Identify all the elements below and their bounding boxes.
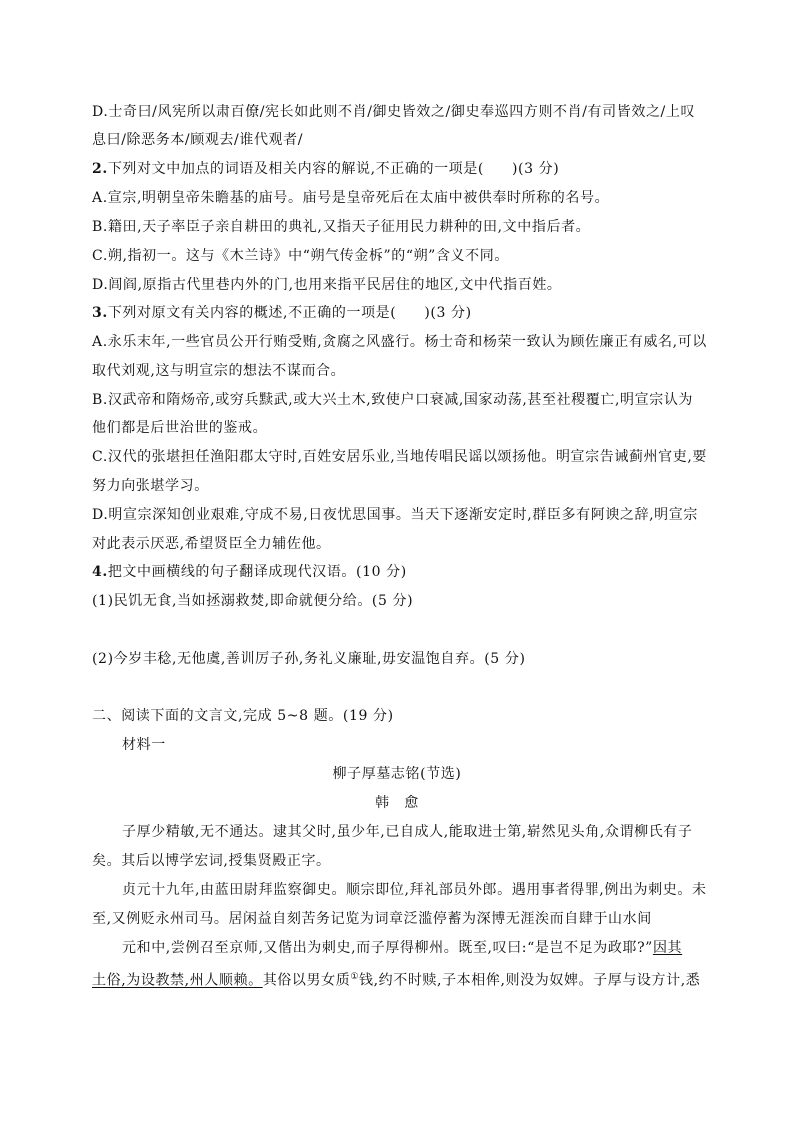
q4-number: 4.: [92, 564, 108, 580]
p2-line2: [92, 911, 652, 927]
q2-option-b: B.籍田,天子率臣子亲自耕田的典礼,又指天子征用民力耕种的田,文中指后者。: [92, 219, 591, 235]
q2-stem: [92, 161, 559, 177]
q3-option-c-line2: 努力向张堪学习。: [92, 478, 209, 494]
q3-option-a-line2: 取代刘观,这与明宣宗的想法不谋而合。: [92, 363, 346, 379]
q3-score: )(3 分): [424, 305, 472, 321]
p1-line1: 子厚少精敏,无不通达。逮其父时,虽少年,已自成人,能取进士第,崭然见头角,众谓柳氏有子: [122, 824, 693, 840]
q2-stem-text: 下列对文中加点的词语及相关内容的解说,不正确的一项是(: [107, 161, 484, 177]
p3-line2: [92, 969, 700, 989]
q2-number: 2.: [92, 161, 108, 177]
q3-number: 3.: [92, 305, 108, 321]
passage-title: 柳子厚墓志铭(节选): [332, 766, 462, 782]
p3-line1: [122, 940, 682, 956]
q3-option-d-line1: D.明宣宗深知创业艰难,守成不易,日夜忧思国事。当天下逐渐安定时,群臣多有阿谀之辞,明宣宗: [92, 507, 698, 523]
q4-sentence-2: (2)今岁丰稔,无他虞,善训厉子孙,务礼义廉耻,毋安温饱自弃。(5 分): [92, 651, 526, 667]
q4-stem: [92, 564, 407, 580]
q3-stem-text: 下列对原文有关内容的概述,不正确的一项是(: [107, 305, 397, 321]
q3-option-d-line2: 对此表示厌恶,希望贤臣全力辅佐他。: [92, 536, 331, 552]
passage-author: 韩 愈: [375, 795, 419, 811]
q2-score: )(3 分): [511, 161, 560, 177]
q1-option-d-line1: D.士奇曰/风宪所以肃百僚/宪长如此则不肖/御史皆效之/御史奉巡四方则不肖/有司皆效之/上叹: [92, 104, 696, 120]
p2-line2-text: 至,又例贬永州司马。居闲益自刻苦务记览为词章泛滥停蓄为深博无涯涘而自肆于山水间: [92, 911, 652, 927]
p3-line1-text: 元和中,尝例召至京师,又偕出为刺史,而子厚得柳州。既至,叹曰:“是岂不足为政耶?”: [122, 940, 653, 956]
p1-line2: 矣。其后以博学宏词,授集贤殿正字。: [92, 853, 331, 869]
underlined-sentence: 因其: [652, 940, 683, 956]
q3-option-b-line1: B.汉武帝和隋炀帝,或穷兵黩武,或大兴土木,致使户口衰减,国家动荡,甚至社稷覆亡,明宣宗认为: [92, 392, 694, 408]
q3-option-a-line1: A.永乐末年,一些官员公开行贿受贿,贪腐之风盛行。杨士奇和杨荣一致认为顾佐廉正有威名,可以: [92, 334, 707, 350]
underlined-sentence: 土俗,为设教禁,州人顺赖。: [92, 972, 263, 989]
material-label: 材料一: [122, 737, 166, 753]
q2-option-c: C.朔,指初一。这与《木兰诗》中“朔气传金柝”的“朔”含义不同。: [92, 248, 509, 264]
p2-line1: 贞元十九年,由蓝田尉拜监察御史。顺宗即位,拜礼部员外郎。遇用事者得罪,例出为刺史。未: [122, 882, 707, 898]
q1-option-d-line2: 息曰/除恶务本/顾观去/谁代观者/: [92, 132, 304, 148]
p3-line2-text: 其俗以男女质: [262, 972, 351, 989]
q4-stem-text: 把文中画横线的句子翻译成现代汉语。(10 分): [107, 564, 407, 580]
q3-option-c-line1: C.汉代的张堪担任渔阳郡太守时,百姓安居乐业,当地传唱民谣以颂扬他。明宣宗告诫蓟州官吏,要: [92, 449, 708, 465]
section2-heading: 二、阅读下面的文言文,完成 5~8 题。(19 分): [92, 708, 394, 724]
q3-stem: [92, 305, 472, 321]
q4-sentence-1: (1)民饥无食,当如拯溺救焚,即命就便分给。(5 分): [92, 593, 414, 609]
q2-option-a: A.宣宗,明朝皇帝朱瞻基的庙号。庙号是皇帝死后在太庙中被供奉时所称的名号。: [92, 190, 610, 206]
footnote-marker: ①: [350, 972, 359, 982]
p3-line2-tail: 钱,约不时赎,子本相侔,则没为奴婢。子厚与设方计,悉: [358, 972, 701, 989]
q2-option-d: D.闾阎,原指古代里巷内外的门,也用来指平民居住的地区,文中代指百姓。: [92, 277, 562, 293]
q3-option-b-line2: 他们都是后世治世的鉴戒。: [92, 420, 268, 436]
